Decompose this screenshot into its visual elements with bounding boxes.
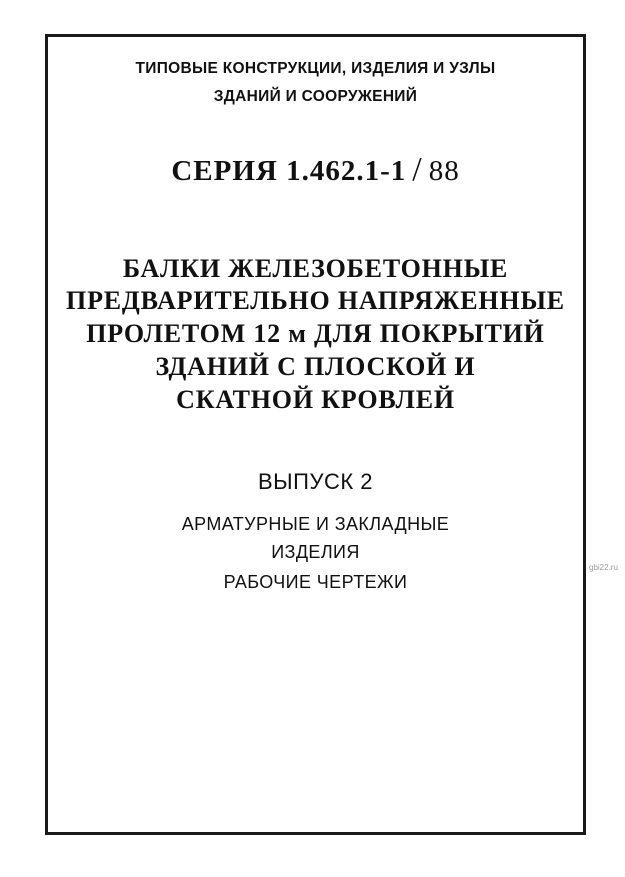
subtitle-line-2: ИЗДЕЛИЯ xyxy=(271,542,360,562)
header-line-1: ТИПОВЫЕ КОНСТРУКЦИИ, ИЗДЕЛИЯ И УЗЛЫ xyxy=(135,60,496,77)
title-line-4: ЗДАНИЙ С ПЛОСКОЙ И xyxy=(155,352,476,381)
watermark-text: gbi22.ru xyxy=(589,563,618,572)
series-label: СЕРИЯ 1.462.1-1 xyxy=(171,155,407,187)
title-line-5: СКАТНОЙ КРОВЛЕЙ xyxy=(176,385,455,414)
series-separator: / xyxy=(412,151,423,188)
title-line-3: ПРОЛЕТОМ 12 м ДЛЯ ПОКРЫТИЙ xyxy=(86,319,545,348)
subtitle-line-3: РАБОЧИЕ ЧЕРТЕЖИ xyxy=(223,572,408,592)
title-line-1: БАЛКИ ЖЕЛЕЗОБЕТОННЫЕ xyxy=(122,254,509,283)
subtitle-line-1: АРМАТУРНЫЕ И ЗАКЛАДНЫЕ xyxy=(181,514,450,534)
header-line-2: ЗДАНИЙ И СООРУЖЕНИЙ xyxy=(213,88,418,105)
series-year: 88 xyxy=(428,155,460,187)
series-designation xyxy=(45,151,586,189)
title-line-2: ПРЕДВАРИТЕЛЬНО НАПРЯЖЕННЫЕ xyxy=(66,286,565,315)
issue-label: ВЫПУСК 2 xyxy=(258,469,373,494)
